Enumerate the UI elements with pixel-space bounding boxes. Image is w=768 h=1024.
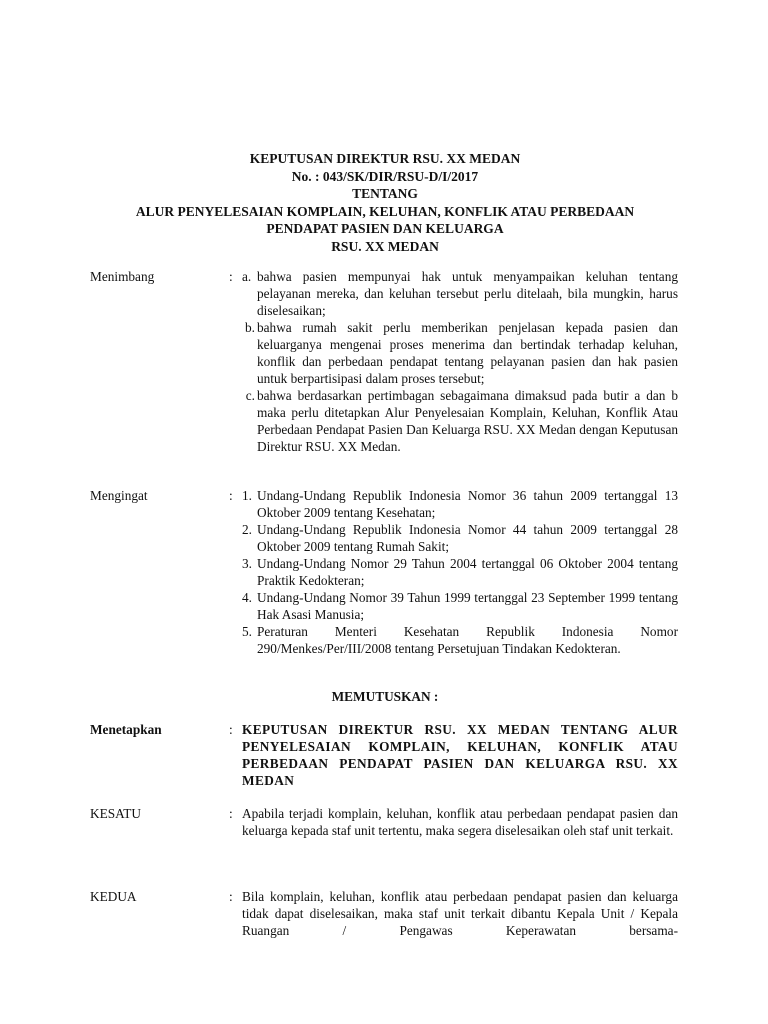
kesatu-label: KESATU: [90, 806, 141, 821]
item-text: Undang-Undang Republik Indonesia Nomor 44 tahun 2009 tertanggal 28 Oktober 2009 tentang Rumah Sakit;: [257, 522, 678, 554]
header-title: KEPUTUSAN DIREKTUR RSU. XX MEDAN: [249, 151, 521, 166]
mengingat-item: [242, 521, 678, 555]
item-marker: a.: [242, 269, 252, 284]
item-text: bahwa pasien mempunyai hak untuk menyampaikan keluhan tentang pelayanan mereka, dan keluhan tersebut perlu ditelaah, bila mungkin, harus diselesaikan;: [257, 269, 678, 318]
item-marker: 3.: [242, 556, 252, 571]
header-tentang: TENTANG: [352, 186, 418, 201]
menimbang-colon: :: [229, 269, 233, 284]
item-text: Peraturan Menteri Kesehatan Republik Indonesia Nomor 290/Menkes/Per/III/2008 tentang Persetujuan Tindakan Kedokteran.: [257, 624, 678, 656]
memutuskan-heading: MEMUTUSKAN :: [331, 689, 439, 704]
item-marker: 2.: [242, 522, 252, 537]
item-marker: 1.: [242, 488, 252, 503]
menimbang-item: [242, 387, 678, 455]
menetapkan-colon: :: [229, 722, 233, 737]
header-institution: RSU. XX MEDAN: [331, 238, 439, 254]
header-subject-line1: ALUR PENYELESAIAN KOMPLAIN, KELUHAN, KONFLIK ATAU PERBEDAAN: [135, 203, 635, 219]
item-marker: 4.: [242, 590, 252, 605]
mengingat-list: [242, 487, 678, 657]
menetapkan-text: KEPUTUSAN DIREKTUR RSU. XX MEDAN TENTANG ALUR PENYELESAIAN KOMPLAIN, KELUHAN, KONFLIK ATAU PERBEDAAN PENDAPAT PASIEN DAN KELUARGA RSU. XX MEDAN: [242, 722, 678, 788]
kedua-colon: :: [229, 889, 233, 904]
kedua-text: Bila komplain, keluhan, konflik atau perbedaan pendapat pasien dan keluarga tidak dapat diselesaikan, maka staf unit terkait dibantu Kepala Unit / Kepala Ruangan / Pengawas Keperawatan bersama-: [242, 889, 678, 938]
item-marker: 5.: [242, 624, 252, 639]
menetapkan-label: Menetapkan: [90, 722, 162, 737]
mengingat-item: [242, 589, 678, 623]
mengingat-label: Mengingat: [90, 488, 148, 503]
document-header: [60, 150, 710, 255]
menimbang-item: [242, 268, 678, 319]
item-text: bahwa rumah sakit perlu memberikan penjelasan kepada pasien dan keluarganya mengenai proses menerima dan bertindak terhadap keluhan, konflik dan perbedaan pendapat tentang pelayanan pasien dan hak pasien untuk berpartisipasi dalam proses tersebut;: [257, 320, 678, 386]
menimbang-list: [242, 268, 678, 455]
item-marker: b.: [245, 320, 255, 335]
item-text: Undang-Undang Nomor 39 Tahun 1999 tertanggal 23 September 1999 tentang Hak Asasi Manusia;: [257, 590, 678, 622]
mengingat-item: [242, 623, 678, 657]
item-text: bahwa berdasarkan pertimbagan sebagaimana dimaksud pada butir a dan b maka perlu ditetapkan Alur Penyelesaian Komplain, Keluhan, Konflik Atau Perbedaan Pendapat Pasien Dan Keluarga RSU. XX Medan dengan Keputusan Direktur RSU. XX Medan.: [257, 388, 678, 454]
header-number: No. : 043/SK/DIR/RSU-D/I/2017: [291, 168, 479, 184]
kesatu-text: Apabila terjadi komplain, keluhan, konflik atau perbedaan pendapat pasien dan keluarga kepada staf unit tertentu, maka segera diselesaikan oleh staf unit terkait.: [242, 806, 678, 838]
menimbang-item: [242, 319, 678, 387]
mengingat-item: [242, 487, 678, 521]
item-marker: c.: [245, 388, 255, 403]
header-subject-line2: PENDAPAT PASIEN DAN KELUARGA: [266, 221, 504, 236]
menimbang-label: Menimbang: [90, 269, 155, 284]
mengingat-item: [242, 555, 678, 589]
mengingat-colon: :: [229, 488, 233, 503]
item-text: Undang-Undang Nomor 29 Tahun 2004 tertanggal 06 Oktober 2004 tentang Praktik Kedokteran;: [257, 556, 678, 588]
kesatu-colon: :: [229, 806, 233, 821]
kedua-label: KEDUA: [90, 889, 137, 904]
item-text: Undang-Undang Republik Indonesia Nomor 36 tahun 2009 tertanggal 13 Oktober 2009 tentang Kesehatan;: [257, 488, 678, 520]
